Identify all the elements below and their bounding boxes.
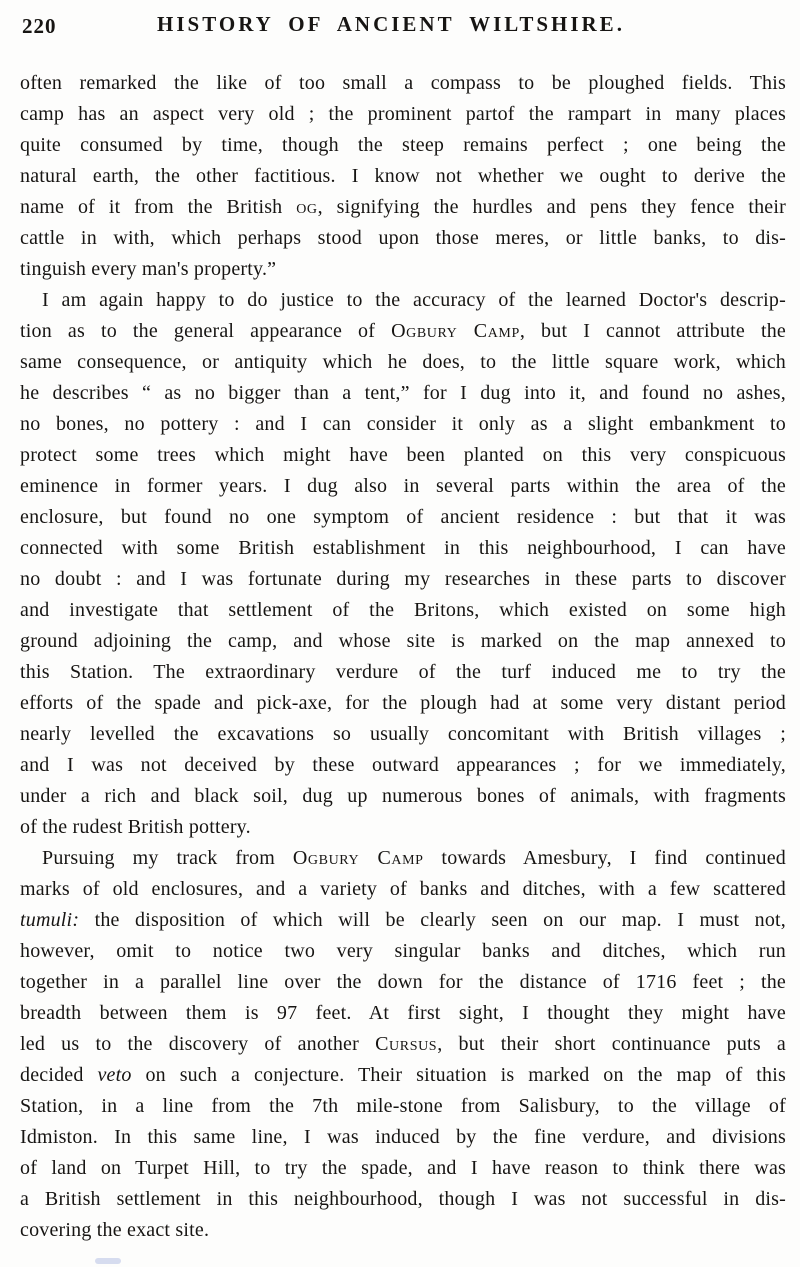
text-run: Idmiston. In this same line, I was induced by the fine verdure, and divisions [20, 1126, 786, 1148]
text-run: this Station. The extraordinary verdure of the turf induced me to try the [20, 661, 786, 683]
text-run: towards Amesbury, I find continued [423, 847, 786, 869]
text-run: natural earth, the other factitious. I know not whether we ought to derive the [20, 165, 786, 187]
text-line [20, 1184, 786, 1215]
text-line [20, 161, 786, 192]
page-title: HISTORY OF ANCIENT WILTSHIRE. [157, 12, 625, 36]
text-run: the disposition of which will be clearly seen on our map. I must not, [79, 909, 786, 931]
text-line [20, 874, 786, 905]
text-line [20, 781, 786, 812]
text-run: under a rich and black soil, dug up numerous bones of animals, with fragments [20, 785, 786, 807]
small-caps-run: Ogbury Camp [292, 847, 424, 869]
text-run: covering the exact site. [20, 1219, 210, 1241]
text-run: cattle in with, which perhaps stood upon those meres, or little banks, to dis- [20, 227, 786, 249]
text-line [20, 688, 786, 719]
text-run: ground adjoining the camp, and whose site is marked on the map annexed to [20, 630, 786, 652]
text-line [20, 223, 786, 254]
text-line [20, 316, 786, 347]
text-run: protect some trees which might have been planted on this very conspicuous [20, 444, 786, 466]
small-caps-run: Ogbury Camp [391, 320, 520, 342]
text-line [20, 1153, 786, 1184]
text-run: nearly levelled the excavations so usually concomitant with British villages ; [20, 723, 786, 745]
scan-artifact [95, 1258, 121, 1264]
text-line [20, 1091, 786, 1122]
text-line [20, 378, 786, 409]
text-run: enclosure, but found no one symptom of ancient residence : but that it was [20, 506, 786, 528]
text-run: decided [20, 1064, 98, 1086]
text-line [20, 998, 786, 1029]
text-line [20, 812, 786, 843]
text-run: , but I cannot attribute the [519, 320, 786, 342]
text-line [20, 1060, 786, 1091]
text-line [20, 99, 786, 130]
small-caps-run: Cursus [375, 1033, 438, 1055]
page-number: 220 [22, 14, 57, 38]
text-line [20, 285, 786, 316]
text-run: tinguish every man's property.” [20, 258, 277, 280]
text-run: and I was not deceived by these outward appearances ; for we immediately, [20, 754, 786, 776]
text-run: eminence in former years. I dug also in several parts within the area of the [20, 475, 786, 497]
text-line [20, 502, 786, 533]
text-line [20, 533, 786, 564]
text-run: camp has an aspect very old ; the prominent partof the rampart in many places [20, 103, 786, 125]
text-run: connected with some British establishment in this neighbourhood, I can have [20, 537, 786, 559]
text-line [20, 750, 786, 781]
page-header [20, 12, 786, 42]
text-run: same consequence, or antiquity which he does, to the little square work, which [20, 351, 786, 373]
text-run: name of it from the British [20, 196, 297, 218]
text-run: I am again happy to do justice to the accuracy of the learned Doctor's descrip- [42, 289, 786, 311]
text-run: marks of old enclosures, and a variety of banks and ditches, with a few scattered [20, 878, 786, 900]
text-line [20, 254, 786, 285]
text-run: he describes “ as no bigger than a tent,” for I dug into it, and found no ashes, [20, 382, 786, 404]
text-line [20, 192, 786, 223]
text-line [20, 719, 786, 750]
text-line [20, 471, 786, 502]
text-line [20, 595, 786, 626]
text-run: of land on Turpet Hill, to try the spade, and I have reason to think there was [20, 1157, 786, 1179]
text-line [20, 1029, 786, 1060]
italic-run: veto [97, 1064, 132, 1086]
text-run: together in a parallel line over the down for the distance of 1716 feet ; the [20, 971, 786, 993]
text-run: Pursuing my track from [42, 847, 293, 869]
text-line [20, 68, 786, 99]
text-run: tion as to the general appearance of [20, 320, 392, 342]
text-line [20, 440, 786, 471]
text-run: often remarked the like of too small a compass to be ploughed fields. This [20, 72, 786, 94]
text-line [20, 409, 786, 440]
text-line [20, 347, 786, 378]
text-run: no bones, no pottery : and I can consider it only as a slight embankment to [20, 413, 786, 435]
text-line [20, 626, 786, 657]
page-body [20, 68, 786, 1246]
text-run: , but their short continuance puts a [437, 1033, 787, 1055]
text-run: led us to the discovery of another [20, 1033, 376, 1055]
text-run: however, omit to notice two very singular banks and ditches, which run [20, 940, 786, 962]
text-line [20, 967, 786, 998]
text-line [20, 936, 786, 967]
small-caps-run: og [296, 196, 318, 218]
text-run: of the rudest British pottery. [20, 816, 251, 838]
text-line [20, 1122, 786, 1153]
text-run: Station, in a line from the 7th mile-stone from Salisbury, to the village of [20, 1095, 786, 1117]
text-line [20, 564, 786, 595]
text-run: quite consumed by time, though the steep remains perfect ; one being the [20, 134, 786, 156]
text-run: and investigate that settlement of the Britons, which existed on some high [20, 599, 786, 621]
text-run: no doubt : and I was fortunate during my researches in these parts to discover [20, 568, 786, 590]
text-line [20, 1215, 786, 1246]
text-run: on such a conjecture. Their situation is marked on the map of this [131, 1064, 786, 1086]
text-line [20, 130, 786, 161]
text-run: a British settlement in this neighbourhood, though I was not successful in dis- [20, 1188, 786, 1210]
text-run: , signifying the hurdles and pens they fence their [317, 196, 786, 218]
text-run: efforts of the spade and pick-axe, for the plough had at some very distant period [20, 692, 786, 714]
text-line [20, 843, 786, 874]
text-line [20, 905, 786, 936]
text-line [20, 657, 786, 688]
italic-run: tumuli: [20, 909, 80, 931]
text-run: breadth between them is 97 feet. At first sight, I thought they might have [20, 1002, 786, 1024]
